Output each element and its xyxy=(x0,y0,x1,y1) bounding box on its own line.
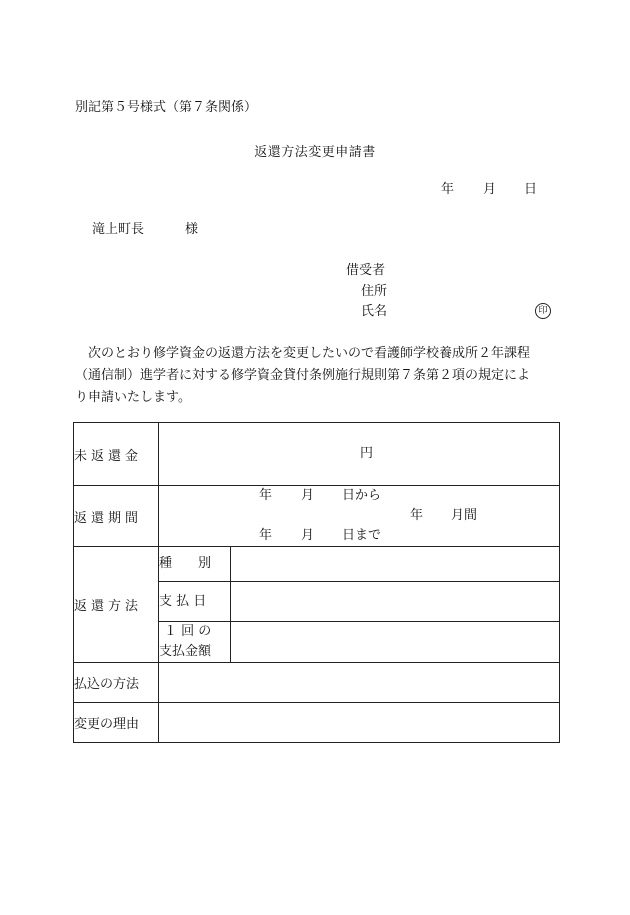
from-month: 月 xyxy=(301,488,315,503)
per-payment-line1: １ 回 の xyxy=(164,624,212,639)
to-day: 日まで xyxy=(342,528,382,543)
payment-method-label: 払込の方法 xyxy=(74,663,159,703)
type-field[interactable] xyxy=(231,547,560,582)
form-number-label: 別記第５号様式（第７条関係） xyxy=(75,100,258,115)
document-title: 返還方法変更申請書 xyxy=(254,145,376,160)
from-year: 年 xyxy=(259,488,273,503)
per-payment-amount-field[interactable] xyxy=(231,622,560,663)
applicant-label: 借受者 xyxy=(346,263,386,278)
to-year: 年 xyxy=(259,528,273,543)
change-reason-label: 変更の理由 xyxy=(74,703,159,743)
request-statement xyxy=(75,343,565,409)
per-payment-line2: 支払金額 xyxy=(159,644,212,659)
addressee: 滝上町長 xyxy=(92,222,145,237)
payment-date-label: 支 払 日 xyxy=(159,582,231,622)
applicant-address-label: 住所 xyxy=(361,284,388,299)
total-years: 年 xyxy=(410,508,424,523)
seal-mark-icon: 印 xyxy=(535,303,551,319)
applicant-name-label: 氏名 xyxy=(361,304,388,319)
total-months: 月間 xyxy=(451,508,478,523)
statement-line: 次のとおり修学資金の返還方法を変更したいので看護師学校養成所２年課程 xyxy=(88,346,531,361)
unpaid-balance-field[interactable] xyxy=(159,423,560,486)
payment-method-field[interactable] xyxy=(159,663,560,703)
repayment-period-label: 返還期間 xyxy=(74,486,159,547)
payment-date-field[interactable] xyxy=(231,582,560,622)
repayment-period-field[interactable] xyxy=(159,486,560,547)
honorific: 様 xyxy=(185,222,199,237)
per-payment-amount-label xyxy=(159,622,231,663)
statement-line: り申請いたします。 xyxy=(75,390,191,405)
date-month-label: 月 xyxy=(483,182,497,197)
to-month: 月 xyxy=(301,528,315,543)
date-day-label: 日 xyxy=(524,182,538,197)
from-day: 日から xyxy=(342,488,382,503)
unpaid-balance-label: 未返還金 xyxy=(74,423,159,486)
repayment-method-label: 返還方法 xyxy=(74,547,159,663)
statement-line: （通信制）進学者に対する修学資金貸付条例施行規則第７条第２項の規定によ xyxy=(75,368,531,383)
application-table xyxy=(73,422,560,743)
date-year-label: 年 xyxy=(441,182,455,197)
yen-unit: 円 xyxy=(360,446,374,461)
change-reason-field[interactable] xyxy=(159,703,560,743)
type-label: 種 別 xyxy=(159,547,231,582)
